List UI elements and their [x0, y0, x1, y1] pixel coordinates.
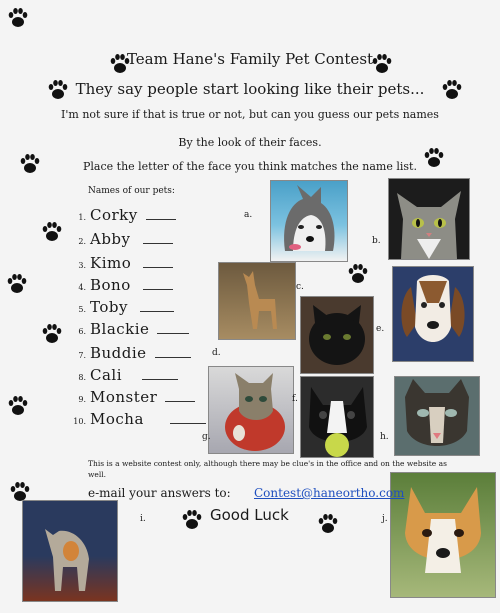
paw-print-icon: [40, 322, 64, 346]
pet-name: Bono: [90, 276, 131, 294]
photo-label-g: g.: [202, 432, 211, 442]
photo-label-a: a.: [244, 210, 253, 220]
pet-name: Toby: [90, 298, 128, 316]
list-item: 6. Blackie: [70, 320, 189, 338]
list-item: 5. Toby: [70, 298, 174, 316]
photo-label-e: e.: [376, 324, 385, 334]
photo-h: [394, 376, 480, 456]
page-title: Team Hane's Family Pet Contest: [126, 50, 374, 68]
email-label: e-mail your answers to:: [88, 486, 231, 500]
list-item: 2. Abby: [70, 230, 173, 248]
pet-name: Cali: [90, 366, 123, 384]
email-link[interactable]: Contest@haneortho.com: [254, 486, 405, 500]
photo-label-d: d.: [212, 348, 221, 358]
pet-name: Blackie: [90, 320, 150, 338]
answer-blank[interactable]: [146, 219, 176, 220]
list-item: 10. Mocha: [70, 410, 206, 428]
answer-blank[interactable]: [157, 333, 189, 334]
answer-blank[interactable]: [143, 243, 173, 244]
list-item: 9. Monster: [70, 388, 195, 406]
photo-j: [390, 472, 496, 598]
photo-f: [208, 366, 294, 454]
deer-photo-icon: [219, 263, 295, 339]
intro-line-2: By the look of their faces.: [178, 136, 322, 149]
answer-blank[interactable]: [155, 357, 191, 358]
photo-a: [270, 180, 348, 262]
photo-i: [22, 500, 118, 602]
list-heading: Names of our pets:: [88, 186, 175, 196]
photo-c: [218, 262, 296, 340]
contest-note: This is a website contest only, although there may be clue's in the office and on the website as well.: [88, 459, 447, 479]
photo-label-c: c.: [296, 282, 304, 292]
photo-label-f: f.: [292, 394, 298, 404]
photo-label-j: j.: [382, 514, 388, 524]
pet-name: Corky: [90, 206, 138, 224]
paw-print-icon: [40, 220, 64, 244]
dog-photo-icon: [301, 377, 373, 457]
photo-g: [300, 376, 374, 458]
subtitle: They say people start looking like their pets...: [75, 80, 425, 98]
photo-label-b: b.: [372, 236, 381, 246]
intro-line-1: I'm not sure if that is true or not, but can you guess our pets names: [61, 108, 439, 121]
photo-label-h: h.: [380, 432, 389, 442]
good-luck-text: Good Luck: [210, 506, 289, 524]
dog-photo-icon: [393, 267, 473, 361]
intro-line-3: Place the letter of the face you think matches the name list.: [83, 160, 417, 173]
photo-d: [300, 296, 374, 374]
answer-blank[interactable]: [165, 401, 195, 402]
pet-name: Monster: [90, 388, 158, 406]
photo-label-i: i.: [140, 514, 146, 524]
pet-name: Kimo: [90, 254, 132, 272]
answer-blank[interactable]: [142, 379, 178, 380]
cat-photo-icon: [395, 377, 479, 455]
list-item: 7. Buddie: [70, 344, 191, 362]
list-item: 8. Cali: [70, 366, 178, 384]
cat-photo-icon: [301, 297, 373, 373]
list-item: 3. Kimo: [70, 254, 173, 272]
list-item: 1. Corky: [70, 206, 176, 224]
cat-photo-icon: [389, 179, 469, 259]
dog-photo-icon: [271, 181, 347, 261]
answer-blank[interactable]: [143, 289, 173, 290]
list-item: 4. Bono: [70, 276, 173, 294]
paw-print-icon: [5, 272, 29, 296]
photo-b: [388, 178, 470, 260]
paw-print-icon: [346, 262, 370, 286]
pet-name: Mocha: [90, 410, 144, 428]
answer-blank[interactable]: [143, 267, 173, 268]
pet-name: Buddie: [90, 344, 147, 362]
paw-print-icon: [180, 508, 204, 532]
dog-photo-icon: [391, 473, 495, 597]
pet-name: Abby: [90, 230, 131, 248]
paw-print-icon: [6, 394, 30, 418]
answer-blank[interactable]: [140, 311, 174, 312]
paw-print-icon: [6, 6, 30, 30]
paw-print-icon: [316, 512, 340, 536]
cat-photo-icon: [209, 367, 293, 453]
photo-e: [392, 266, 474, 362]
cat-photo-icon: [23, 501, 117, 601]
answer-blank[interactable]: [170, 423, 206, 424]
